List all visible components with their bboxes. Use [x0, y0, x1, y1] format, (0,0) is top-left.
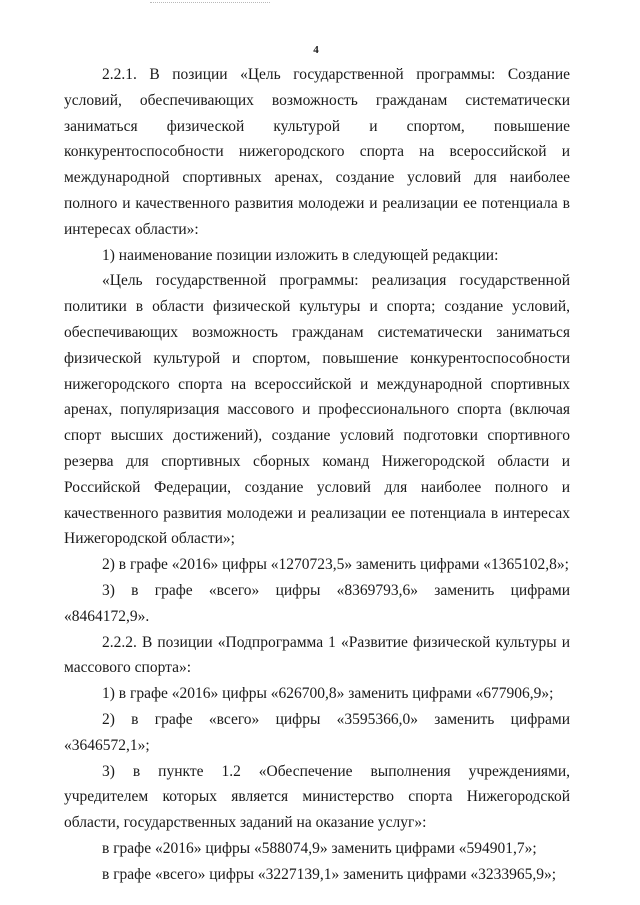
paragraph-sub1-total: 2) в графе «всего» цифры «3595366,0» заменить цифрами «3646572,1»; [64, 710, 570, 754]
paragraph-program-goal: «Цель государственной программы: реализация государственной политики в области физической культуры и спорта; создание условий, обеспечивающих возможность гражданам систематически заниматься физической культурой и спортом, повышение конкурентоспособности нижегородского спорта на всероссийской и международной спортивных аренах, популяризация массового и профессионального спорта (включая спорт высших достижений), создание условий подготовки спортивного резерва для спортивных сборных команд Нижегородской области и Российской Федерации, создание условий для наиболее полного и качественного развития молодежи и реализации ее потенциала в интересах Нижегородской области»; [64, 272, 570, 548]
document-body [64, 62, 570, 888]
paragraph-2-2-2: 2.2.2. В позиции «Подпрограмма 1 «Развитие физической культуры и массового спорта»: [64, 633, 570, 677]
page-number: 4 [313, 44, 319, 56]
paragraph-overall-total: 3) в графе «всего» цифры «8369793,6» заменить цифрами «8464172,9». [64, 581, 570, 625]
paragraph-2-2-1: 2.2.1. В позиции «Цель государственной программы: Создание условий, обеспечивающих возможность гражданам систематически заниматься физической культурой и спортом, повышение конкурентоспособности нижегородского спорта на всероссийской и международной спортивных аренах, создание условий для наиболее полного и качественного развития молодежи и реализации ее потенциала в интересах области»: [64, 66, 570, 238]
paragraph-item-1-2: 3) в пункте 1.2 «Обеспечение выполнения учреждениями, учредителем которых является министерство спорта Нижегородской области, государственных заданий на оказание услуг»: [64, 762, 570, 832]
paragraph-item-1-2-total: в графе «всего» цифры «3227139,1» заменить цифрами «3233965,9»; [102, 865, 557, 883]
paragraph-rename-position: 1) наименование позиции изложить в следующей редакции: [102, 246, 499, 264]
paragraph-item-1-2-2016: в графе «2016» цифры «588074,9» заменить цифрами «594901,7»; [102, 839, 537, 857]
paragraph-2016-total: 2) в графе «2016» цифры «1270723,5» заменить цифрами «1365102,8»; [102, 556, 569, 574]
top-edge-rule [150, 2, 270, 3]
paragraph-sub1-2016: 1) в графе «2016» цифры «626700,8» заменить цифрами «677906,9»; [102, 685, 554, 703]
